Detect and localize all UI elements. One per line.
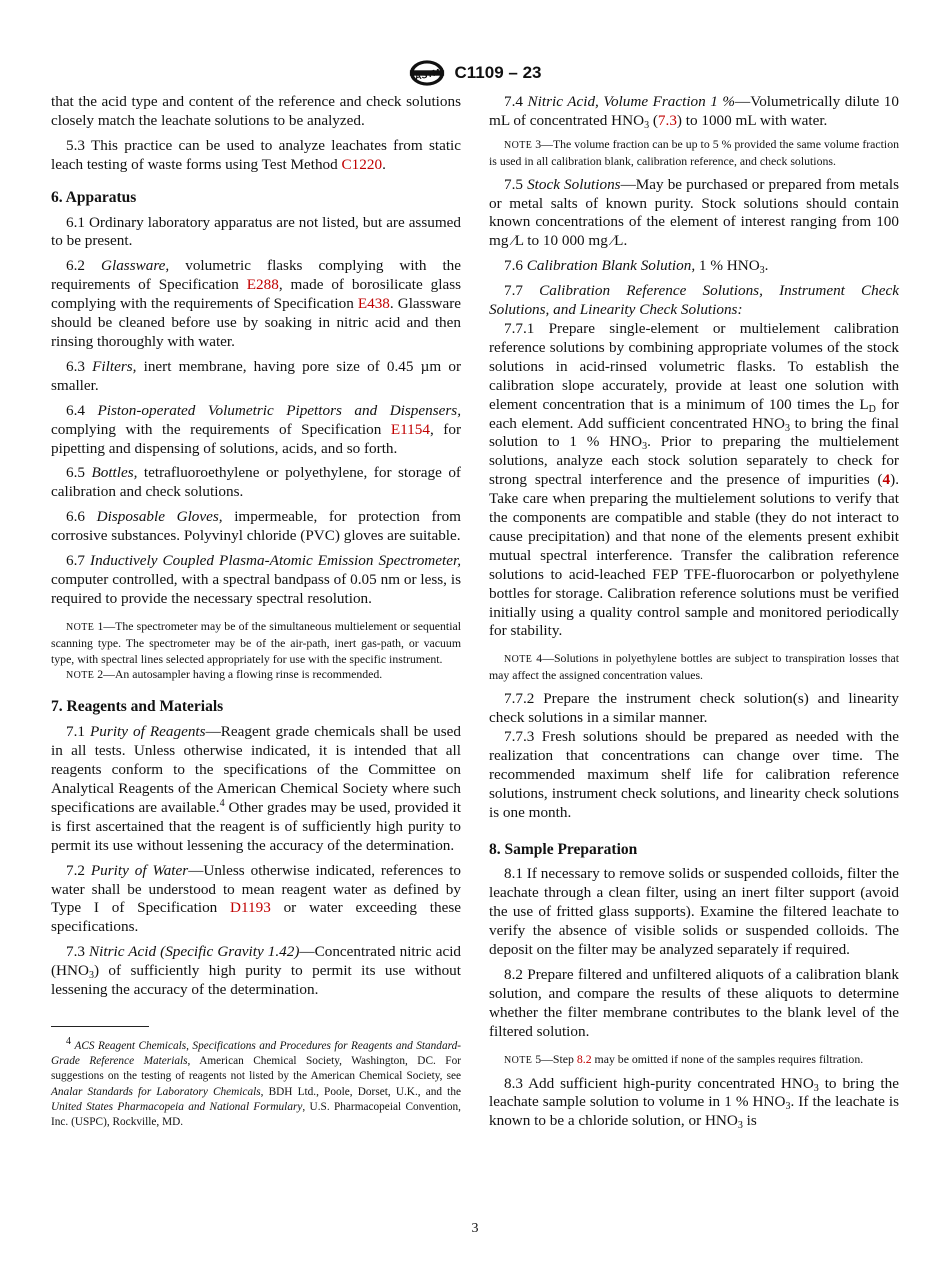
paragraph-7-7-1: 7.7.1 Prepare single-element or multielement calibration reference solutions by combining appropriate volumes of the stock solutions in acid-rinsed volumetric flasks. To establish the calibration slope accurately, provide at least one solution with element concentration that is a minimum of 100 times the $L_D$ for each element. Add sufficient concentrated $HNO_3$ to bring the final solution to 1 % $HNO_3$. Prior to preparing the multielement solutions, analyze each stock solution separately to check for strong spectral interference and the presence of impurities (4). Take care when preparing the multielement solutions to verify that the components are compatible and stable (they do not interact to cause precipitation) and that none of the elements present exhibit mutual spectral interference. Transfer the calibration reference solutions to acid-leached FEP TFE-fluorocarbon or polyethylene bottles for storage. Calibration reference solutions must be verified initially using a quality control sample and monitored periodically for stability. bbox=[489, 319, 900, 640]
paragraph-7-6: 7.6 Calibration Blank Solution, 1 % $HNO_3$. bbox=[504, 257, 769, 277]
paragraph-7-7-2: 7.7.2 Prepare the instrument check solution(s) and linearity check solutions in a similar manner. bbox=[489, 690, 899, 727]
paragraph-7-1: 7.1 Purity of Reagents—Reagent grade chemicals shall be used in all tests. Unless otherwise indicated, it is intended that all reagents conform to the specifications of the Committee on Analytical Reagents of the American Chemical Society where such specifications are available.$^4$ Other grades may be used, provided it is first ascertained that the reagent is of sufficiently high purity to permit its use without lessening the accuracy of the determination. bbox=[51, 723, 462, 854]
note-5: NOTE 5—Step 8.2 may be omitted if none of the samples requires filtration. bbox=[504, 1051, 864, 1066]
page-number: 3 bbox=[471, 1221, 479, 1236]
paragraph-6-4: 6.4 Piston-operated Volumetric Pipettors and Dispensers, complying with the requirements of Specification E1154, for pipetting and dispensing of solutions, acids, and so forth. bbox=[51, 401, 462, 457]
link-7-3[interactable]: 7.3 bbox=[657, 111, 677, 129]
note-3: NOTE 3—The volume fraction can be up to 5 % provided the same volume fraction is used in all calibration blank, calibration reference, and check solutions. bbox=[489, 136, 899, 168]
paragraph-6-2: 6.2 Glassware, volumetric flasks complying with the requirements of Specification E288, made of borosilicate glass complying with the requirements of Specification E438. Glassware should be cleaned before use by soaking in nitric acid and then rinsing thoroughly with water. bbox=[51, 257, 462, 350]
page-header bbox=[0, 58, 950, 88]
paragraph-7-7-3: 7.7.3 Fresh solutions should be prepared as needed with the realization that concentrations can change over time. The recommended maximum shelf life for calibration reference solutions, instrument check solutions, and linearity check solutions is one month. bbox=[489, 728, 899, 821]
paragraph-continuation: that the acid type and content of the reference and check solutions closely match the leachate solutions to be analyzed. bbox=[51, 93, 461, 129]
link-ref-4[interactable]: 4 bbox=[882, 471, 891, 489]
paragraph-6-5: 6.5 Bottles, tetrafluoroethylene or polyethylene, for storage of calibration and check solutions. bbox=[51, 464, 461, 501]
link-e288[interactable]: E288 bbox=[246, 276, 279, 294]
paragraph-7-7: 7.7 Calibration Reference Solutions, Instrument Check Solutions, and Linearity Check Solutions: bbox=[489, 282, 900, 319]
svg-text:ASTM: ASTM bbox=[413, 66, 441, 83]
paragraph-8-1: 8.1 If necessary to remove solids or suspended colloids, filter the leachate through a clean filter, using an inert filter support (avoid the use of fritted glass supports). Examine the filtered leachate to verify the absence of visible solids or suspended colloids. The deposit on the filter may be analyzed separately if required. bbox=[489, 865, 899, 959]
footnote-4: $^4$ ACS Reagent Chemicals, Specifications and Procedures for Reagents and Standard-Grade Reference Materials, American Chemical Society, Washington, DC. For suggestions on the testing of reagents not listed by the American Chemical Society, see Analar Standards for Laboratory Chemicals, BDH Ltd., Poole, Dorset, U.K., and the United States Pharmacopeia and National Formulary, U.S. Pharmacopeial Convention, Inc. (USPC), Rockville, MD. bbox=[51, 1036, 461, 1128]
section-heading-sample-prep: 8. Sample Preparation bbox=[489, 840, 638, 858]
link-c1220[interactable]: C1220 bbox=[341, 155, 383, 173]
link-8-2[interactable]: 8.2 bbox=[576, 1051, 592, 1066]
footnote-separator bbox=[51, 1026, 149, 1027]
note-2: NOTE 2—An autosampler having a flowing rinse is recommended. bbox=[66, 667, 383, 682]
paragraph-6-1: 6.1 Ordinary laboratory apparatus are not listed, but are assumed to be present. bbox=[51, 213, 461, 250]
note-1: NOTE 1—The spectrometer may be of the simultaneous multielement or sequential scanning type. The spectrometer may be of the air-path, inert gas-path, or vacuum type, with spectral lines selected appropriately for use with the specific instrument. bbox=[51, 618, 461, 666]
paragraph-6-6: 6.6 Disposable Gloves, impermeable, for protection from corrosive substances. Polyvinyl chloride (PVC) gloves are suitable. bbox=[51, 508, 461, 545]
paragraph-8-2: 8.2 Prepare filtered and unfiltered aliquots of a calibration blank solution, and compare the results of these aliquots to determine whether the filter membrane contributes to the blank level of the filtered solution. bbox=[489, 965, 899, 1040]
paragraph-8-3: 8.3 Add sufficient high-purity concentrated $HNO_3$ to bring the leachate sample solution to volume in 1 % $HNO_3$. If the leachate is known to be a chloride solution, or $HNO_3$ is bbox=[489, 1074, 899, 1132]
section-heading-apparatus: 6. Apparatus bbox=[51, 188, 137, 206]
astm-logo-icon bbox=[409, 58, 445, 88]
paragraph-7-2: 7.2 Purity of Water—Unless otherwise indicated, references to water shall be understood to mean reagent water as defined by Type I of Specification D1193 or water exceeding these specifications. bbox=[51, 861, 462, 936]
document-id: C1109 – 23 bbox=[454, 63, 542, 82]
link-e438[interactable]: E438 bbox=[357, 295, 390, 313]
right-column bbox=[489, 93, 899, 1137]
link-e1154[interactable]: E1154 bbox=[390, 420, 430, 438]
paragraph-7-3: 7.3 Nitric Acid (Specific Gravity 1.42)—Concentrated nitric acid $(HNO_3)$ of sufficiently high purity to permit its use without lessening the accuracy of the determination. bbox=[51, 943, 462, 999]
left-column bbox=[51, 93, 461, 1130]
paragraph-6-3: 6.3 Filters, inert membrane, having pore size of 0.45 µm or smaller. bbox=[51, 357, 462, 394]
note-4: NOTE 4—Solutions in polyethylene bottles are subject to transpiration losses that may affect the assigned concentration values. bbox=[489, 651, 899, 683]
paragraph-6-7: 6.7 Inductively Coupled Plasma-Atomic Emission Spectrometer, computer controlled, with a spectral bandpass of 0.05 nm or less, is required to provide the necessary spectral resolution. bbox=[51, 552, 461, 607]
paragraph-7-5: 7.5 Stock Solutions—May be purchased or prepared from metals or metal salts of known purity. Stock solutions should contain known concentrations of the element of interest ranging from 100 mg ⁄L to 10 000 mg ⁄L. bbox=[489, 175, 899, 250]
paragraph-5-3: 5.3 This practice can be used to analyze leachates from static leach testing of waste forms using Test Method C1220. bbox=[51, 136, 461, 173]
paragraph-7-4: 7.4 Nitric Acid, Volume Fraction 1 %—Volumetrically dilute 10 mL of concentrated $HNO_3$ (7.3) to 1000 mL with water. bbox=[489, 93, 899, 131]
link-d1193[interactable]: D1193 bbox=[230, 899, 271, 917]
section-heading-reagents: 7. Reagents and Materials bbox=[51, 698, 224, 716]
